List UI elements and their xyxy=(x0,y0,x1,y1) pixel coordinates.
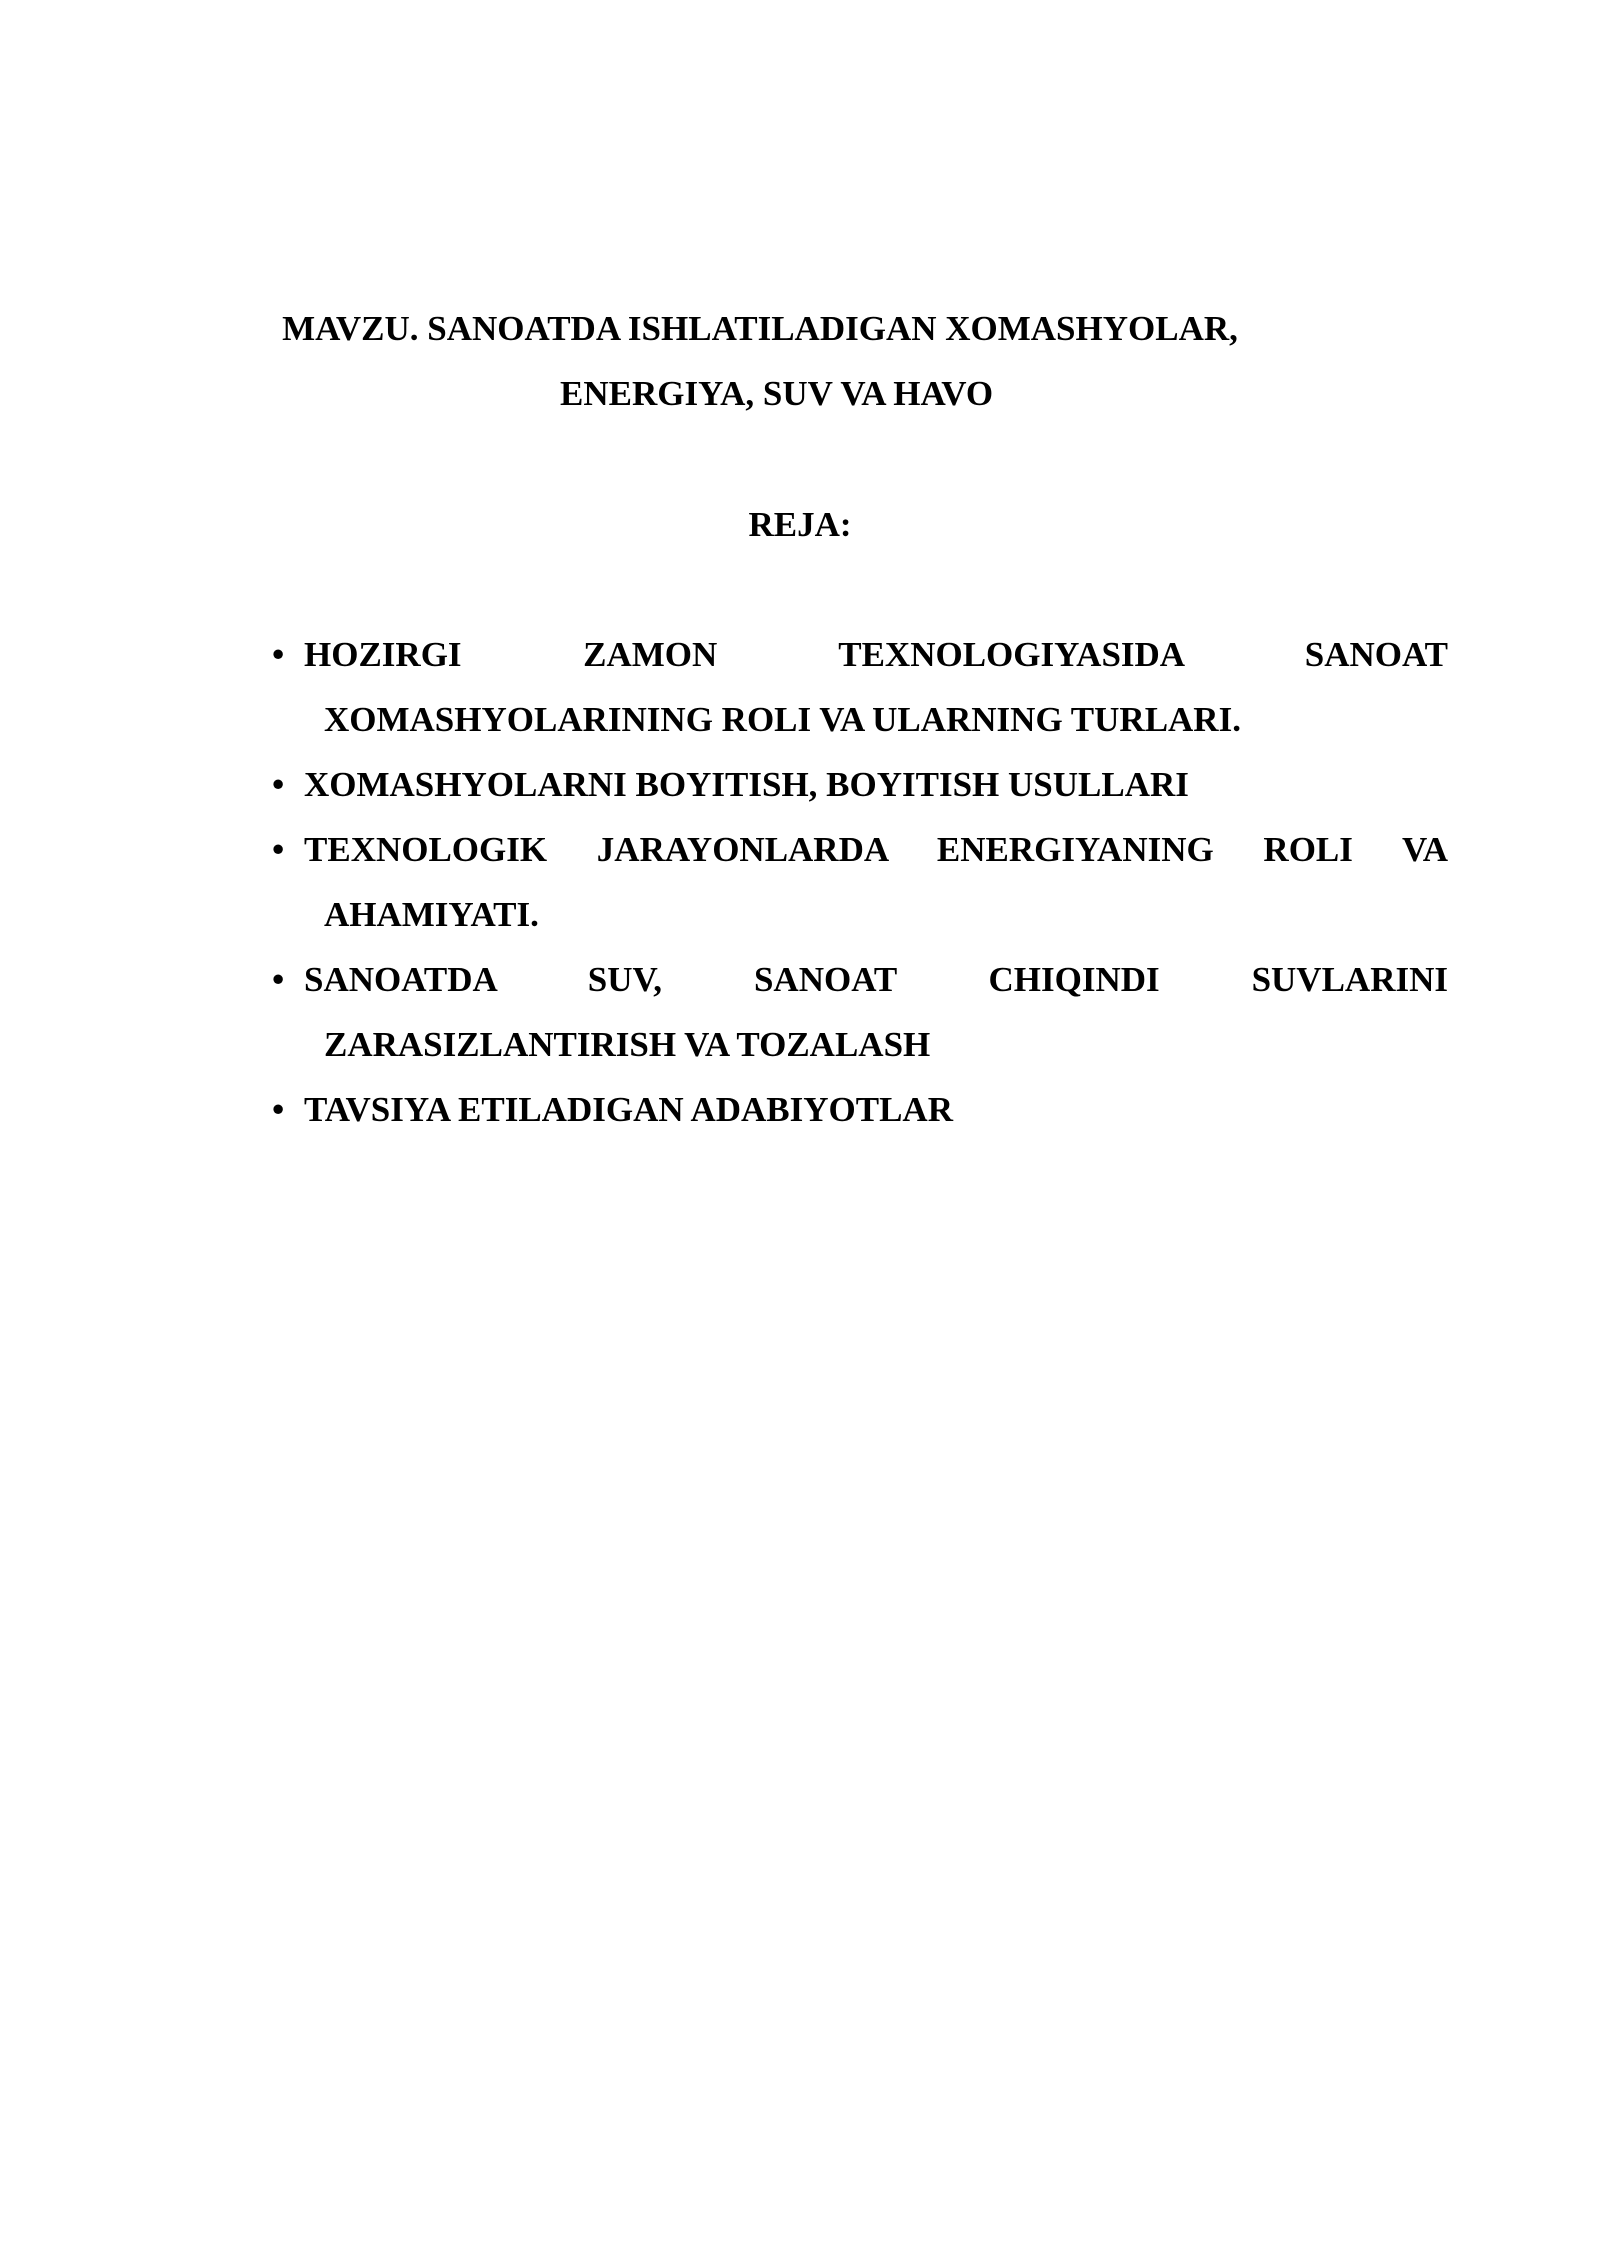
plan-item-5-text: TAVSIYA ETILADIGAN ADABIYOTLAR xyxy=(304,1090,953,1129)
plan-item-5 xyxy=(272,1077,1448,1142)
document-title-line-1: MAVZU. SANOATDA ISHLATILADIGAN XOMASHYOLAR, xyxy=(282,309,1238,348)
plan-item-3-line-1: TEXNOLOGIK JARAYONLARDA ENERGIYANING ROLI VA xyxy=(304,830,1448,869)
plan-item-4-line-2: ZARASIZLANTIRISH VA TOZALASH xyxy=(324,1025,931,1064)
plan-item-4-line-1: SANOATDA SUV, SANOAT CHIQINDI SUVLARINI xyxy=(304,960,1448,999)
bullet-icon: • xyxy=(272,1090,285,1129)
plan-item-1-line-2: XOMASHYOLARINING ROLI VA ULARNING TURLARI. xyxy=(324,700,1241,739)
plan-heading: REJA: xyxy=(748,505,852,544)
document-title-line-2: ENERGIYA, SUV VA HAVO xyxy=(560,374,994,413)
bullet-icon: • xyxy=(272,960,285,999)
bullet-icon: • xyxy=(272,765,285,804)
plan-list xyxy=(272,622,1448,1142)
bullet-icon: • xyxy=(272,830,285,869)
bullet-icon: • xyxy=(272,635,285,674)
plan-item-2 xyxy=(272,752,1448,817)
plan-item-3-line-2: AHAMIYATI. xyxy=(324,895,539,934)
plan-item-3 xyxy=(272,817,1448,947)
plan-item-1 xyxy=(272,622,1448,752)
plan-item-4 xyxy=(272,947,1448,1077)
plan-item-1-line-1: HOZIRGI ZAMON TEXNOLOGIYASIDA SANOAT xyxy=(304,635,1448,674)
plan-item-2-text: XOMASHYOLARNI BOYITISH, BOYITISH USULLARI xyxy=(304,765,1189,804)
